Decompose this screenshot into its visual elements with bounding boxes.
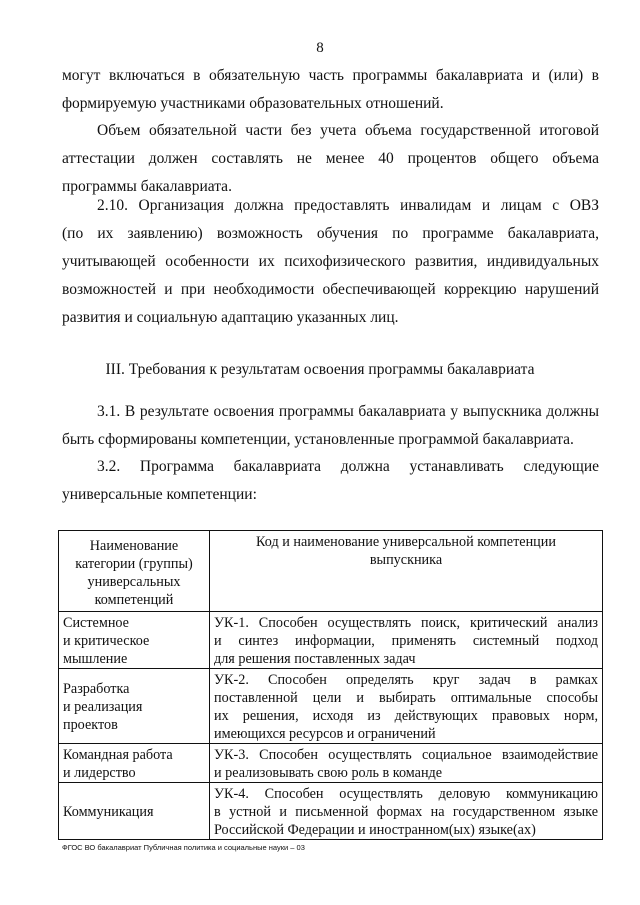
category-text: Коммуникация	[63, 804, 154, 820]
paragraph-5	[62, 453, 599, 509]
header-text: компетенций	[94, 592, 174, 608]
header-competence-cell	[210, 531, 603, 612]
category-text: проектов	[63, 717, 118, 733]
competence-text: имеющихся ресурсов и ограничений	[214, 726, 436, 742]
category-cell	[59, 783, 210, 840]
category-text: Системное	[63, 615, 129, 631]
category-text: и реализация	[63, 699, 143, 715]
competence-text: УК-1. Способен осуществлять поиск, критический анализ	[214, 615, 598, 631]
paragraph-3	[62, 192, 599, 332]
category-cell	[59, 744, 210, 783]
competence-text: Российской Федерации и иностранном(ых) языке(ах)	[214, 822, 536, 838]
table-row	[59, 612, 603, 669]
table-row	[59, 669, 603, 744]
text-line: Объем обязательной части без учета объема государственной итоговой	[97, 122, 599, 139]
category-cell	[59, 669, 210, 744]
header-text: Наименование	[89, 538, 179, 554]
header-text: Код и наименование универсальной компетенции	[256, 534, 556, 550]
competence-text: УК-3. Способен осуществлять социальное взаимодействие	[214, 747, 598, 763]
category-text: и лидерство	[63, 765, 136, 781]
competence-cell	[210, 783, 603, 840]
category-cell	[59, 612, 210, 669]
text-line: 2.10. Организация должна предоставлять инвалидам и лицам с ОВЗ	[97, 197, 599, 214]
text-line: развития и социальную адаптацию указанных лиц.	[62, 309, 399, 326]
table-row	[59, 783, 603, 840]
header-category-cell	[59, 531, 210, 612]
text-line: аттестации должен составлять не менее 40 процентов общего объема	[62, 150, 599, 167]
page-number: 8	[316, 40, 324, 56]
competence-cell	[210, 669, 603, 744]
competence-text: в устной и письменной формах на государственном языке	[214, 804, 598, 820]
section-heading: III. Требования к результатам освоения программы бакалавриата	[105, 361, 535, 378]
page-footer: ФГОС ВО бакалавриат Публичная политика и социальные науки – 03	[62, 843, 305, 852]
table-row	[59, 744, 603, 783]
paragraph-4	[62, 398, 599, 454]
paragraph-2	[62, 117, 599, 201]
competence-cell	[210, 744, 603, 783]
competence-text: и реализовывать свою роль в команде	[214, 765, 443, 781]
header-text: выпускника	[369, 552, 443, 568]
competence-text: их решения, исходя из действующих правовых норм,	[214, 708, 598, 724]
competence-cell	[210, 612, 603, 669]
text-line: программы бакалавриата.	[62, 178, 232, 195]
competencies-table	[58, 530, 603, 840]
category-text: Разработка	[63, 681, 130, 697]
competence-text: УК-4. Способен осуществлять деловую коммуникацию	[214, 786, 598, 802]
text-line: (по их заявлению) возможность обучения по программе бакалавриата,	[62, 225, 599, 242]
text-line: универсальные компетенции:	[62, 486, 257, 503]
paragraph-1	[62, 62, 599, 118]
competence-text: поставленной цели и выбирать оптимальные способы	[214, 690, 598, 706]
category-text: и критическое	[63, 633, 150, 649]
text-line: возможностей и при необходимости обеспечивающей коррекцию нарушений	[62, 281, 599, 298]
category-text: Командная работа	[63, 747, 173, 763]
competence-text: для решения поставленных задач	[214, 651, 416, 667]
text-line: могут включаться в обязательную часть программы бакалавриата и (или) в	[62, 67, 599, 84]
text-line: учитывающей особенности их психофизического развития, индивидуальных	[62, 253, 599, 270]
text-line: 3.2. Программа бакалавриата должна устанавливать следующие	[97, 458, 599, 475]
header-text: универсальных	[87, 574, 181, 590]
competence-text: УК-2. Способен определять круг задач в рамках	[214, 672, 598, 688]
table-header-row	[59, 531, 603, 612]
header-text: категории (группы)	[75, 556, 193, 572]
text-line: 3.1. В результате освоения программы бакалавриата у выпускника должны	[97, 403, 599, 420]
text-line: формируемую участниками образовательных отношений.	[62, 95, 444, 112]
text-line: быть сформированы компетенции, установленные программой бакалавриата.	[62, 431, 574, 448]
competence-text: и синтез информации, применять системный подход	[214, 633, 598, 649]
category-text: мышление	[63, 651, 128, 667]
